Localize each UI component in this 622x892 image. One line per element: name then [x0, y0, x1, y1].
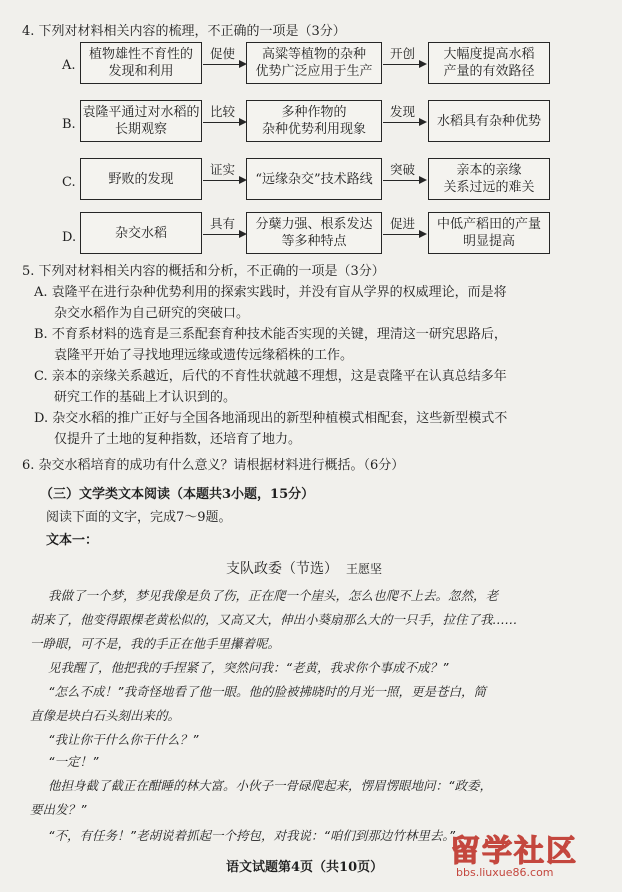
text-one-label: 文本一： — [46, 533, 99, 548]
q5-option-a-line-2: 杂交水稻作为自己研究的突破口。 — [54, 306, 250, 321]
question-5-stem: 5. 下列对材料相关内容的概括和分析，不正确的一项是（3分） — [22, 264, 385, 279]
story-line-7: “我让你干什么你干什么？” — [48, 732, 199, 747]
row-b-box-1: 袁隆平通过对水稻的 长期观察 — [80, 100, 202, 142]
q5-option-b-line-1: B. 不育系材料的选育是三系配套育种技术能否实现的关键，理清这一研究思路后， — [34, 327, 507, 342]
q5-option-a-line-1: A. 袁隆平在进行杂种优势利用的探索实践时，并没有盲从学界的权威理论，而是将 — [34, 285, 507, 300]
row-d-box-1: 杂交水稻 — [80, 212, 202, 254]
row-d-arrow-1-label: 具有 — [210, 216, 236, 231]
row-a-arrow-2 — [383, 64, 425, 65]
watermark-logo: 留学社区 — [450, 834, 578, 869]
row-a-arrow-2-label: 开创 — [390, 46, 416, 61]
story-author: 王愿坚 — [346, 562, 383, 576]
row-a-box-3: 大幅度提高水稻 产量的有效路径 — [428, 42, 550, 84]
row-b-label: B. — [62, 117, 76, 132]
row-d-box-3: 中低产稻田的产量 明显提高 — [428, 212, 550, 254]
section-3-instruction: 阅读下面的文字，完成7～9题。 — [46, 510, 232, 525]
story-line-8: “一定！” — [48, 754, 99, 769]
watermark — [450, 826, 618, 888]
row-d-arrow-2 — [383, 234, 425, 235]
story-line-6: 直像是块白石头刻出来的。 — [30, 708, 181, 723]
q5-option-d-line-2: 仅提升了土地的复种指数，还培育了地力。 — [54, 432, 302, 447]
story-line-3: 一睁眼，可不是，我的手正在他手里攥着呢。 — [30, 636, 281, 651]
row-c-box-3: 亲本的亲缘 关系过远的难关 — [428, 158, 550, 200]
row-d-box-2: 分蘖力强、根系发达 等多种特点 — [246, 212, 382, 254]
flow-chart — [0, 0, 622, 260]
row-a-box-1: 植物雄性不育性的 发现和利用 — [80, 42, 202, 84]
row-d-arrow-2-label: 促进 — [390, 216, 416, 231]
q5-option-c-line-1: C. 亲本的亲缘关系越近，后代的不育性状就越不理想，这是袁隆平在认真总结多年 — [34, 369, 507, 384]
row-a-box-2: 高粱等植物的杂种 优势广泛应用于生产 — [246, 42, 382, 84]
story-title: 支队政委（节选） — [226, 561, 338, 577]
row-b-box-2: 多种作物的 杂种优势利用现象 — [246, 100, 382, 142]
row-c-arrow-1-label: 证实 — [210, 162, 236, 177]
row-b-arrow-2 — [383, 122, 425, 123]
q5-option-b-line-2: 袁隆平开始了寻找地理远缘或遗传远缘稻株的工作。 — [54, 348, 354, 363]
row-a-arrow-1 — [203, 64, 245, 65]
row-c-arrow-2 — [383, 180, 425, 181]
story-line-4: 见我醒了，他把我的手捏紧了，突然问我：“老黄，我求你个事成不成？” — [48, 660, 449, 675]
q5-option-d-line-1: D. 杂交水稻的推广正好与全国各地涌现出的新型种植模式相配套，这些新型模式不 — [34, 411, 508, 426]
question-6-stem: 6. 杂交水稻培育的成功有什么意义？请根据材料进行概括。（6分） — [22, 458, 405, 473]
row-c-label: C. — [62, 175, 76, 190]
row-c-box-2: “远缘杂交”技术路线 — [246, 158, 382, 200]
row-d-label: D. — [62, 230, 77, 245]
row-c-arrow-2-label: 突破 — [390, 162, 416, 177]
story-line-2: 胡来了，他变得跟棵老黄松似的，又高又大，伸出小葵扇那么大的一只手，拉住了我…… — [30, 612, 518, 627]
section-3-title: （三）文学类文本阅读（本题共3小题，15分） — [40, 487, 315, 502]
page-footer: 语文试题第4页（共10页） — [226, 860, 384, 875]
row-d-arrow-1 — [203, 234, 245, 235]
q5-option-c-line-2: 研究工作的基础上才认识到的。 — [54, 390, 237, 405]
row-a-arrow-1-label: 促使 — [210, 46, 236, 61]
row-c-arrow-1 — [203, 180, 245, 181]
row-b-arrow-2-label: 发现 — [390, 104, 416, 119]
story-line-10: 要出发？” — [30, 802, 87, 817]
story-line-5: “怎么不成！”我奇怪地看了他一眼。他的脸被拂晓时的月光一照，更是苍白，简 — [48, 684, 486, 699]
question-4-stem: 4. 下列对材料相关内容的梳理，不正确的一项是（3分） — [22, 24, 346, 39]
story-line-9: 他担身截了截正在酣睡的林大富。小伙子一骨碌爬起来，愣眉愣眼地问：“政委， — [48, 778, 492, 793]
row-b-box-3: 水稻具有杂种优势 — [428, 100, 550, 142]
row-b-arrow-1-label: 比较 — [210, 104, 236, 119]
row-c-box-1: 野败的发现 — [80, 158, 202, 200]
row-a-label: A. — [62, 58, 76, 73]
story-line-1: 我做了一个梦，梦见我像是负了伤，正在爬一个崖头，怎么也爬不上去。忽然，老 — [48, 588, 499, 603]
row-b-arrow-1 — [203, 122, 245, 123]
story-line-11: “不，有任务！”老胡说着抓起一个挎包，对我说：“咱们到那边竹林里去。” — [48, 828, 456, 843]
watermark-url: bbs.liuxue86.com — [456, 866, 554, 879]
